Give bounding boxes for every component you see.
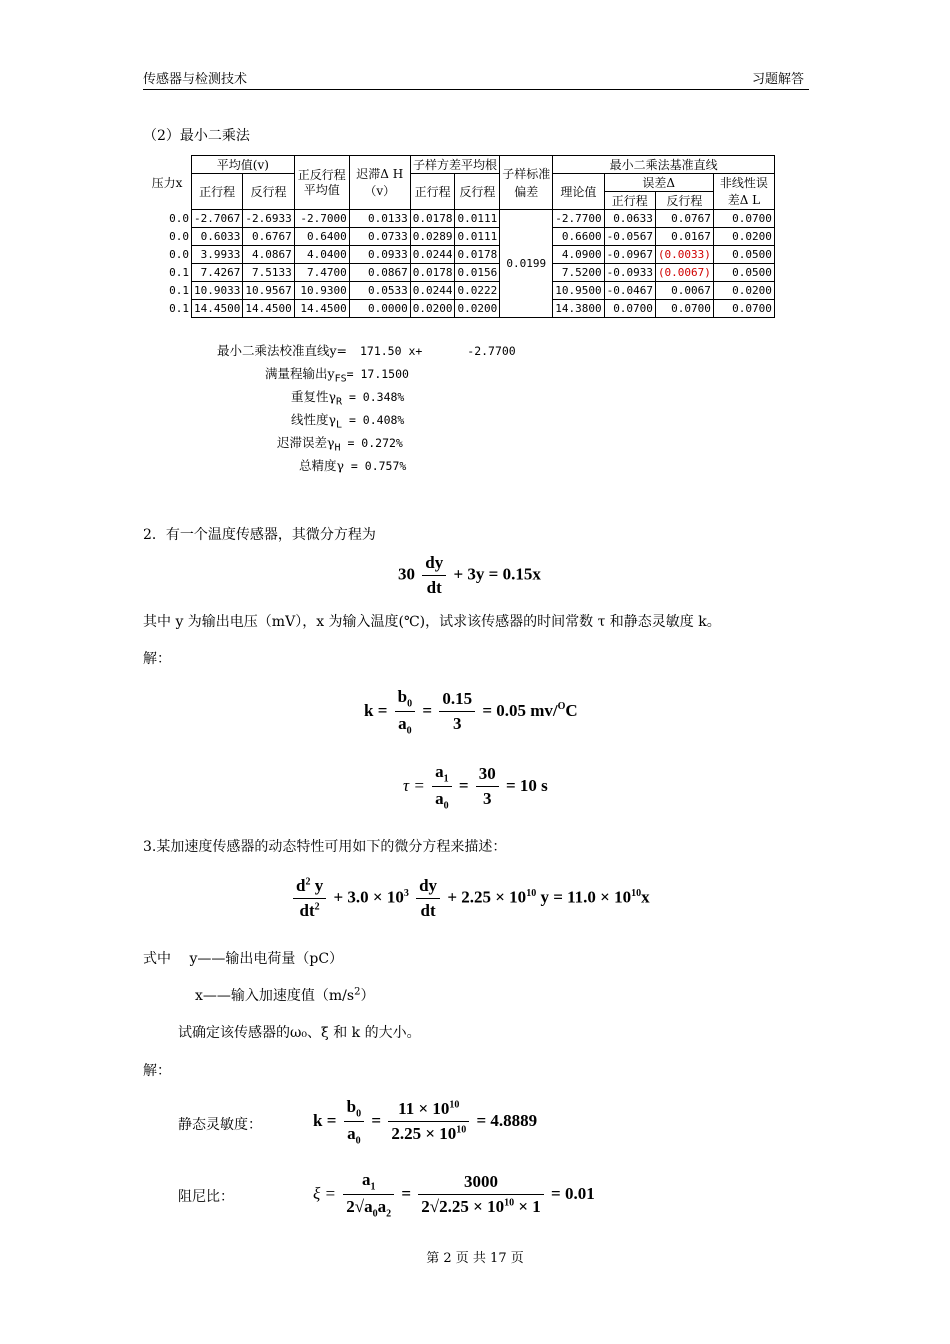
cell-error-forward: -0.0467 xyxy=(604,282,655,300)
p3k-den2-sup: 10 xyxy=(456,1124,467,1136)
eq3-den2: dt xyxy=(420,901,436,920)
xi-lhs: ξ = xyxy=(313,1183,337,1203)
cell-reverse: 7.5133 xyxy=(243,264,294,282)
eq-rest: + 3y = 0.15x xyxy=(453,564,541,584)
problem3-where-2 xyxy=(195,985,374,1005)
cell-rms-forward: 0.0178 xyxy=(410,210,455,228)
cell-rms-reverse: 0.0200 xyxy=(455,300,500,318)
table-row xyxy=(143,246,774,264)
col-header-lsq-line: 最小二乘法基准直线 xyxy=(553,156,775,174)
p3k-frac1 xyxy=(344,1097,364,1147)
col-header-nonlinear-error: 非线性误差Δ L xyxy=(713,174,774,210)
k-frac1 xyxy=(395,687,415,737)
cell-rms-forward: 0.0244 xyxy=(410,282,455,300)
k-den1: a xyxy=(398,714,407,734)
p3k-lhs: k = xyxy=(313,1110,337,1130)
k-frac2 xyxy=(439,689,475,734)
xi-num1-sub: 1 xyxy=(370,1181,376,1193)
tau-lhs: τ = xyxy=(403,775,425,795)
cell-forward: 3.9933 xyxy=(192,246,243,264)
cell-reverse: 0.6767 xyxy=(243,228,294,246)
cell-rms-reverse: 0.0156 xyxy=(455,264,500,282)
k-den2: 3 xyxy=(452,714,462,734)
k-num2: 0.15 xyxy=(439,689,475,712)
page-footer: 第 2 页 共 17 页 xyxy=(426,1251,524,1266)
p3k-den1: a xyxy=(347,1124,356,1144)
result-hysteresis-value: = 0.272% xyxy=(347,436,403,450)
cell-average: 4.0400 xyxy=(294,246,349,264)
xi-num2: 3000 xyxy=(418,1172,543,1195)
problem3-solve-label: 解： xyxy=(143,1063,171,1079)
p3k-frac2 xyxy=(388,1099,469,1144)
cell-hysteresis: 0.0867 xyxy=(349,264,410,282)
eq-den: dt xyxy=(426,578,442,597)
col-header-theory: 理论值 xyxy=(553,174,604,210)
cell-theory: -2.7700 xyxy=(553,210,604,228)
eq3-den1: dt xyxy=(299,901,315,920)
result-full-scale-value: 17.1500 xyxy=(360,367,409,381)
p3k-num2: 11 × 10 xyxy=(398,1099,450,1119)
cell-average: 14.4500 xyxy=(294,300,349,318)
tau-den2: 3 xyxy=(483,789,492,809)
k-lhs: k = xyxy=(364,700,388,720)
cell-error-reverse: 0.0067 xyxy=(655,282,713,300)
cell-reverse: 14.4500 xyxy=(243,300,294,318)
result-linearity-value: = 0.408% xyxy=(348,413,405,427)
problem3-k-label: 静态灵敏度： xyxy=(178,1117,262,1133)
cell-pressure: 0.1 xyxy=(169,301,189,315)
cell-hysteresis: 0.0133 xyxy=(349,210,410,228)
eq3-rest2: y = 11.0 × 10 xyxy=(540,887,632,907)
problem2-k-equation xyxy=(364,687,578,737)
cell-nonlinear: 0.0500 xyxy=(713,246,774,264)
cell-nonlinear: 0.0200 xyxy=(713,282,774,300)
col-header-average: 平均值(v) xyxy=(192,156,295,174)
cell-rms-forward: 0.0289 xyxy=(410,228,455,246)
problem2-tau-equation xyxy=(403,762,548,812)
eq-num: dy xyxy=(422,553,446,576)
cell-error-forward: 0.0700 xyxy=(604,300,655,318)
cell-nonlinear: 0.0700 xyxy=(713,300,774,318)
cell-forward: 10.9033 xyxy=(192,282,243,300)
eq3-num1-sup: 2 xyxy=(305,876,311,888)
eq3-rest1-sup: 10 xyxy=(526,887,537,899)
table-row xyxy=(143,300,774,318)
p3k-result: = 4.8889 xyxy=(476,1110,538,1130)
cell-nonlinear: 0.0500 xyxy=(713,264,774,282)
tau-den1: a xyxy=(435,789,444,809)
eq3-frac1 xyxy=(293,876,326,921)
k-eq: = xyxy=(422,700,433,720)
cell-error-reverse: 0.0767 xyxy=(655,210,713,228)
cell-hysteresis: 0.0933 xyxy=(349,246,410,264)
problem2-description: 其中 y 为输出电压（mV），x 为输入温度(℃)，试求该传感器的时间常数 τ 和静态灵敏度 k。 xyxy=(143,614,721,630)
result-total-accuracy xyxy=(299,456,406,474)
problem2-solve-label: 解： xyxy=(143,651,171,667)
problem2-title: 2．有一个温度传感器，其微分方程为 xyxy=(143,527,376,543)
header-rule xyxy=(143,89,809,90)
xi-frac1 xyxy=(343,1170,394,1220)
result-total-label: 总精度γ xyxy=(299,458,344,473)
cell-average: 10.9300 xyxy=(294,282,349,300)
result-full-scale-label: 满量程输出y xyxy=(265,366,335,381)
xi-den2-sup: 10 xyxy=(504,1197,515,1209)
cell-rms-reverse: 0.0111 xyxy=(455,210,500,228)
col-header-avg-forward: 正行程 xyxy=(192,174,243,210)
problem3-xi-label: 阻尼比： xyxy=(178,1189,234,1205)
cell-reverse: -2.6933 xyxy=(243,210,294,228)
cell-rms-reverse: 0.0111 xyxy=(455,228,500,246)
table-row xyxy=(143,264,774,282)
result-repeatability-label: 重复性γ xyxy=(291,389,336,404)
eq-derivative xyxy=(422,553,446,598)
problem3-equation xyxy=(290,876,650,921)
p3k-num2-sup: 10 xyxy=(449,1099,460,1111)
cell-hysteresis: 0.0000 xyxy=(349,300,410,318)
cell-error-forward: 0.0633 xyxy=(604,210,655,228)
xi-result: = 0.01 xyxy=(551,1183,595,1203)
tau-eq: = xyxy=(458,775,469,795)
problem3-k-equation xyxy=(313,1097,537,1147)
col-header-avg-reverse: 反行程 xyxy=(243,174,294,210)
cell-reverse: 10.9567 xyxy=(243,282,294,300)
cell-forward: 0.6033 xyxy=(192,228,243,246)
eq3-rest2-sup: 10 xyxy=(631,887,642,899)
cell-theory: 14.3800 xyxy=(553,300,604,318)
result-lsq-line-label: 最小二乘法校准直线y= xyxy=(217,343,348,358)
p3k-den2: 2.25 × 10 xyxy=(391,1124,457,1144)
tau-frac2 xyxy=(476,764,499,809)
problem3-title: 3.某加速度传感器的动态特性可用如下的微分方程来描述： xyxy=(143,839,507,855)
least-squares-table xyxy=(143,155,775,318)
cell-average: 0.6400 xyxy=(294,228,349,246)
cell-theory: 10.9500 xyxy=(553,282,604,300)
cell-rms-reverse: 0.0178 xyxy=(455,246,500,264)
col-header-error-reverse: 反行程 xyxy=(655,192,713,210)
tau-num2: 30 xyxy=(476,764,499,787)
result-hysteresis-sub: H xyxy=(334,442,341,454)
cell-error-reverse: (0.0067) xyxy=(655,264,713,282)
where-y-desc: y——输出电荷量（pC） xyxy=(189,951,344,967)
xi-num1: a xyxy=(361,1170,371,1189)
result-hysteresis-label: 迟滞误差γ xyxy=(277,435,335,450)
p3k-num1: b xyxy=(346,1097,357,1116)
cell-error-reverse: 0.0167 xyxy=(655,228,713,246)
cell-error-forward: -0.0967 xyxy=(604,246,655,264)
k-result: = 0.05 mv/ xyxy=(482,700,558,720)
cell-average: 7.4700 xyxy=(294,264,349,282)
eq3-rest1: + 2.25 × 10 xyxy=(447,887,527,907)
result-total-value: = 0.757% xyxy=(350,459,407,473)
cell-hysteresis: 0.0733 xyxy=(349,228,410,246)
cell-rms-forward: 0.0178 xyxy=(410,264,455,282)
xi-den1-sub2: 2 xyxy=(386,1208,392,1220)
p3k-eq: = xyxy=(371,1110,382,1130)
header-left: 传感器与检测技术 xyxy=(143,72,248,87)
cell-pressure: 0.1 xyxy=(169,265,189,279)
result-hysteresis xyxy=(277,433,403,453)
cell-forward: 7.4267 xyxy=(192,264,243,282)
cell-nonlinear: 0.0200 xyxy=(713,228,774,246)
col-header-error: 误差Δ xyxy=(604,174,713,192)
col-header-pressure: 压力x xyxy=(151,175,183,190)
p3k-num1-sub: 0 xyxy=(356,1108,362,1120)
tau-num1-sub: 1 xyxy=(443,773,449,785)
eq3-num2: dy xyxy=(416,876,440,899)
xi-frac2 xyxy=(418,1172,543,1217)
result-repeatability xyxy=(291,387,404,407)
k-degree: O xyxy=(557,701,566,713)
k-num1: b xyxy=(397,687,408,706)
header-right: 习题解答 xyxy=(752,72,805,87)
cell-rms-reverse: 0.0222 xyxy=(455,282,500,300)
cell-pressure: 0.0 xyxy=(169,247,189,261)
eq3-den1-sup: 2 xyxy=(314,901,320,913)
section-title: （2）最小二乘法 xyxy=(143,128,250,144)
cell-forward: -2.7067 xyxy=(192,210,243,228)
cell-error-forward: -0.0567 xyxy=(604,228,655,246)
xi-den1-b: a xyxy=(377,1197,387,1217)
eq-coefficient: 30 xyxy=(398,564,415,584)
xi-den1-sub: 0 xyxy=(372,1208,378,1220)
cell-theory: 7.5200 xyxy=(553,264,604,282)
where-x-end: ） xyxy=(360,988,375,1004)
cell-pressure: 0.0 xyxy=(169,229,189,243)
where-x-desc: x——输入加速度值（m/s xyxy=(195,988,355,1004)
table-row xyxy=(143,228,774,246)
result-repeatability-value: = 0.348% xyxy=(348,390,405,404)
xi-den2-end: × 1 xyxy=(514,1197,541,1217)
eq3-rest3: x xyxy=(641,887,650,907)
cell-error-forward: -0.0933 xyxy=(604,264,655,282)
problem3-ask: 试确定该传感器的ω₀、ξ 和 k 的大小。 xyxy=(178,1025,421,1041)
result-linearity xyxy=(291,410,404,430)
xi-eq: = xyxy=(401,1183,412,1203)
cell-error-reverse: (0.0033) xyxy=(655,246,713,264)
col-header-subsample-rms: 子样方差平均根 xyxy=(410,156,500,174)
result-lsq-line xyxy=(217,341,516,359)
col-header-error-forward: 正行程 xyxy=(604,192,655,210)
eq3-mid-sup: 3 xyxy=(403,887,409,899)
result-repeatability-sub: R xyxy=(335,396,343,408)
cell-average: -2.7000 xyxy=(294,210,349,228)
where-label: 式中 xyxy=(143,951,171,967)
cell-forward: 14.4500 xyxy=(192,300,243,318)
result-linearity-sub: L xyxy=(335,419,343,431)
cell-rms-forward: 0.0244 xyxy=(410,246,455,264)
xi-den2: 2√2.25 × 10 xyxy=(421,1197,505,1217)
cell-hysteresis: 0.0533 xyxy=(349,282,410,300)
tau-frac1 xyxy=(432,762,452,812)
where-x-sup: 2 xyxy=(354,986,361,998)
col-header-rms-forward: 正行程 xyxy=(410,174,455,210)
cell-theory: 0.6600 xyxy=(553,228,604,246)
tau-den1-sub: 0 xyxy=(443,800,449,812)
cell-theory: 4.0900 xyxy=(553,246,604,264)
cell-rms-forward: 0.0200 xyxy=(410,300,455,318)
problem2-equation xyxy=(398,553,541,598)
problem3-where-1 xyxy=(143,948,343,968)
k-unit: C xyxy=(565,700,578,720)
result-lsq-intercept: -2.7700 xyxy=(467,344,516,358)
xi-den1: 2√a xyxy=(346,1197,373,1217)
result-full-scale-sub: FS xyxy=(334,373,347,385)
k-den1-sub: 0 xyxy=(406,725,412,737)
tau-result: = 10 s xyxy=(506,775,548,795)
cell-pressure: 0.0 xyxy=(169,211,189,225)
result-linearity-label: 线性度γ xyxy=(291,412,336,427)
eq3-mid: + 3.0 × 10 xyxy=(333,887,404,907)
cell-pressure: 0.1 xyxy=(169,283,189,297)
col-header-rms-reverse: 反行程 xyxy=(455,174,500,210)
result-full-scale-eq: = xyxy=(346,367,354,381)
result-full-scale xyxy=(265,364,409,384)
cell-std: 0.0199 xyxy=(500,210,553,318)
table-row xyxy=(143,210,774,228)
eq3-frac2 xyxy=(416,876,440,921)
cell-nonlinear: 0.0700 xyxy=(713,210,774,228)
k-num1-sub: 0 xyxy=(407,698,413,710)
eq3-num1: d xyxy=(296,876,306,895)
p3k-den1-sub: 0 xyxy=(355,1135,361,1147)
col-header-fwd-rev-average: 正反行程平均值 xyxy=(294,156,349,210)
result-lsq-slope: 171.50 xyxy=(359,344,402,358)
cell-reverse: 4.0867 xyxy=(243,246,294,264)
result-lsq-x: x+ xyxy=(408,344,423,358)
cell-error-reverse: 0.0700 xyxy=(655,300,713,318)
col-header-subsample-std: 子样标准偏差 xyxy=(500,156,553,210)
tau-num1: a xyxy=(435,762,444,781)
table-row xyxy=(143,282,774,300)
col-header-hysteresis: 迟滞Δ H（v） xyxy=(349,156,410,210)
eq3-num1-y: y xyxy=(310,876,324,895)
problem3-xi-equation xyxy=(313,1170,595,1220)
